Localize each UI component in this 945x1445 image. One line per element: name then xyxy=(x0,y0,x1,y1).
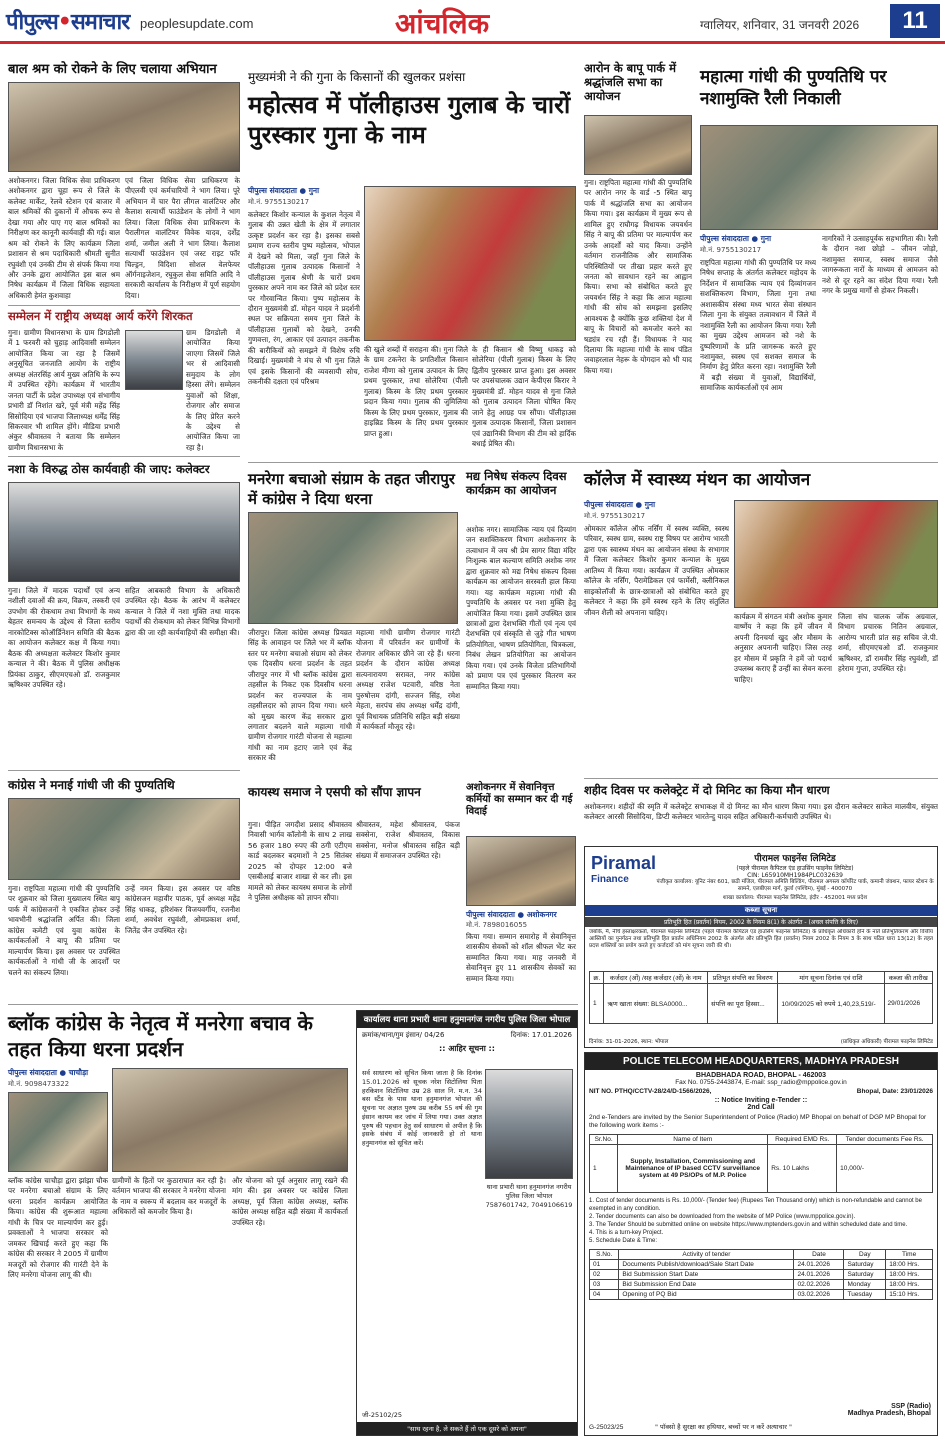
notice-date: दिनांक: 17.01.2026 xyxy=(510,1031,572,1039)
td: 10,000/- xyxy=(837,1144,933,1192)
td: Tuesday xyxy=(844,1290,886,1300)
td: Bid Submission End Date xyxy=(619,1280,794,1290)
td: Rs. 10 Lakhs xyxy=(768,1144,837,1192)
story9-headline: शहीद दिवस पर कलेक्ट्रेट में दो मिनिट का किया मौन धारण xyxy=(584,783,830,797)
story7-mobile: मो.नं. 9755130217 xyxy=(700,246,762,254)
th: Time xyxy=(886,1250,933,1260)
notice-title: कार्यालय थाना प्रभारी थाना हनुमानगंज नगरीय पुलिस जिला भोपाल xyxy=(357,1011,577,1028)
tender-notice: :: Notice Inviting e-Tender :: xyxy=(714,1097,808,1104)
story1-photo xyxy=(8,82,240,172)
story14-mobile: मो.नं. 9098473322 xyxy=(8,1080,70,1088)
piramal-address: पंजीकृत कार्यालय: यूनिट नंबर 601, छठी मंजिल, पीरामल अमिति बिल्डिंग, पीरामल अगस्त्य कॉर्पोरेट पार्क, कमानी जंक्शन, फायर स्टेशन के सामने, एलबीएस मार्ग, कुर्ला (पश्चिम), मुंबई - 400070 xyxy=(656,879,934,893)
notice-footer-left: जी-25102/25 xyxy=(362,1411,402,1419)
story1-headline: बाल श्रम को रोकने के लिए चलाया अभियान xyxy=(8,62,217,77)
story13-photo xyxy=(8,798,240,880)
story3-photo xyxy=(364,186,576,341)
td: 02.02.2026 xyxy=(794,1280,844,1290)
tender-date: Bhopal, Date: 23/01/2026 xyxy=(856,1088,933,1095)
td: 1 xyxy=(590,1144,618,1192)
story10-body2: सहित आबकारी विभाग के अधिकारी उपस्थित रहे। बैठक के आरंभ में कलेक्टर कन्याल ने जिले में नशा मुक्ति तथा मादक पदार्थों की रोकथाम को लेकर विभिन्न विभागों द्वारा की जा रही कार्यवाहियों की समीक्षा की। xyxy=(125,586,240,637)
td: 03 xyxy=(590,1280,619,1290)
story6-photo xyxy=(584,115,692,175)
tender-note: 4. This is a turn-key Project. xyxy=(589,1230,664,1237)
tender-note: 2. Tender documents can also be downloaded from the website of MP Police (www.mppolice.gov.in). xyxy=(589,1214,856,1221)
notice-contact: थाना प्रभारी थाना हनुमानगंज नगरीय पुलिस जिला भोपाल 7587601742, 7049106619 xyxy=(485,1183,573,1209)
story4-body2: महात्मा गांधी ग्रामीण रोजगार गारंटी योजना में परिवर्तन कर ग्रामीणों के रोजगार अधिकार छीने जा रहे हैं। धरना प्रदर्शन के दौरान कांग्रेस अध्यक्ष सत्यनारायण सरावत, नगर कांग्रेस अध्यक्ष राजेश पटवारी, वरिष्ठ नेता पुरुषोत्तम दांगी, सज्जन सिंह, रमेश मेहता, सरपंच संघ अध्यक्ष धर्मेंद्र दांगी, पूर्व विधायक प्रतिनिधि सहित बड़ी संख्या में कार्यकर्ता मौजूद रहे। xyxy=(356,628,460,731)
td: Bid Submission Start Date xyxy=(619,1270,794,1280)
th: Day xyxy=(844,1250,886,1260)
story4-body: जीरापुर। जिला कांग्रेस अध्यक्ष प्रियव्रत सिंह के आवाहन पर जिले भर में ब्लॉक स्तर पर मनरेगा बचाओ संग्राम को लेकर एक दिवसीय धरना प्रदर्शन के तहत जीरापुर नगर में भी ब्लॉक कांग्रेस द्वारा तहसील के निकट एक दिवसीय धरना प्रदर्शन कर राज्यपाल के नाम तहसीलदार को ज्ञापन दिया गया। धरने को मुख्य कारण केंद्र सरकार द्वारा लगातार बदलने वाले महात्मा गांधी ग्रामीण रोजगार गारंटी योजना से महात्मा गांधी का नाम हटाए जाने एवं केंद्र सरकार की xyxy=(248,628,352,763)
divider xyxy=(8,770,240,771)
story3-body: कलेक्टर किशोर कन्याल के कुशल नेतृत्व में गुलाब की उन्नत खेती के क्षेत्र में लगातार उत्कृष्ट प्रदर्शन कर रहा है। इसका सबसे प्रमाण राज्य स्तरीय पुष्प महोत्सव, भोपाल में देखने को मिला, जहाँ गुना जिले के पॉलीहाउस गुलाब उत्पादक किसानों ने पॉलीहाउस गुलाब श्रेणी के चारों प्रथम पुरस्कार अपने नाम कर जिले को प्रदेश स्तर पर गौरवान्वित किया। पुष्प महोत्सव के दौरान मुख्यमंत्री डॉ. मोहन यादव ने प्रदर्शनी स्थल पर सक्रियता समय गुना जिले के पॉलीहाउस गुलाबों को देखने, उनकी गुणवत्ता, रंग, आकार एवं उत्पादन तकनीक की बारीकियों को समझने में विशेष रुचि दिखाई। मुख्यमंत्री ने मंच से भी गुना जिले एवं इसके किसानों की व्यवसायी सोच, तकनीकी दक्षता एवं परिश्रम xyxy=(248,210,360,386)
story7-body2: नागरिकों ने उत्साहपूर्वक सहभागिता की। रैली के दौरान नशा छोड़ो – जीवन जोड़ो, नशामुक्त समाज, स्वस्थ समाज जैसे जागरूकता नारों के माध्यम से आमजन को नशे से दूर रहने का संदेश दिया गया। रैली नगर के प्रमुख मार्गों से होकर निकली। xyxy=(822,234,938,296)
piramal-logo-sub: Finance xyxy=(591,874,629,885)
story2-headline: सम्मेलन में राष्ट्रीय अध्यक्ष आर्य करेंगे शिरकत xyxy=(8,309,193,323)
page-number: 11 xyxy=(890,4,940,38)
story8-body2: कार्यक्रम में संगठन मंत्री अशोक कुमार वार्ष्णेय ने कहा कि हमें जीवन में अपनी दिनचर्या खुद और मौसम के अनुसार अपनानी चाहिए। जिस तरह हर मौसम में प्रकृति ने हमें जो पदार्थ उपलब्ध कराए हैं उन्हीं का सेवन करना चाहिए। xyxy=(734,612,832,684)
divider xyxy=(8,1004,578,1005)
notice-ref: क्रमांक/थाना/गुम इंसान/ 04/26 xyxy=(362,1031,445,1039)
tender-note: 5. Schedule Date & Time: xyxy=(589,1238,658,1245)
story1-body: अशोकनगर। जिला विधिक सेवा प्राधिकरण अशोकनगर द्वारा चूहा रूप से जिले के कलेक्ट मार्केट, रेलवे स्टेशन एवं बाजार में बाल श्रमिकों की दुकानों में औचक रूप से देखा गया और पाए गए बाल श्रमिकों का निरीक्षण कर कानूनी कार्यवाही की गई। बाल श्रम को रोकने के लिए कार्यक्रम जिला प्रशासन से श्रम पदाधिकारी श्रीमती सुनीत रघुवंशी एवं उनकी टीम से संपर्क किया गया और उनके द्वारा आयोजित इस बाल श्रम निषेध कार्यक्रम में जिला विधिक सहायता अधिकारी हेमंत कुशवाहा xyxy=(8,176,120,300)
piramal-cin: CIN: L65910MH1984PLC032639 xyxy=(747,872,843,879)
schedule-row xyxy=(590,1290,933,1300)
tender-title: POLICE TELECOM HEADQUARTERS, MADHYA PRADESH xyxy=(585,1053,937,1070)
story11-body: गुना। पीड़ित जगदीश प्रसाद श्रीवास्तव निवासी भार्गव कॉलोनी के साथ 2 लाख 56 हजार 180 रुपए की ठगी एटीएम कार्ड बदलकर बदमाशों ने 25 सितंबर 2025 को दोपहर 12:00 बजे एसबीआई बाजार शाखा से कर ली। इस मामले को लेकर कायस्थ समाज के लोगों ने पुलिस अधीक्षक को ज्ञापन सौंपा। xyxy=(248,820,352,903)
missing-person-photo xyxy=(485,1069,573,1179)
tender-address: BHADBHADA ROAD, BHOPAL - 462003 xyxy=(695,1072,827,1079)
td: 01 xyxy=(590,1260,619,1270)
story12-headline: अशोकनगर में सेवानिवृत्त कर्मियों का सम्मान कर दी गई विदाई xyxy=(466,782,573,817)
th: Tender documents Fee Rs. xyxy=(837,1134,933,1144)
story14-body2: ग्रामीणों के हितों पर कुठाराघात कर रही है। वर्तमान भाजपा की सरकार ने मनरेगा योजना के नाम व स्वरूप में बदलाव कर मजदूरों के अधिकारों को कमजोर किया है। xyxy=(112,1176,226,1217)
piramal-title: पीरामल फाइनेंस लिमिटेड xyxy=(754,854,836,864)
th: Required EMD Rs. xyxy=(768,1134,837,1144)
td: संपत्ति का पूरा हिस्सा... xyxy=(708,984,778,1024)
td: 10/09/2025 को रुपये 1,40,23,519/- xyxy=(778,984,884,1024)
td: 02 xyxy=(590,1270,619,1280)
td: Monday xyxy=(844,1280,886,1290)
tender-fax: Fax No. 0755-2443874, E-mail: ssp_radio@mppolice.gov.in xyxy=(675,1079,847,1086)
td: 1 xyxy=(590,984,604,1024)
story7-body: राष्ट्रपिता महात्मा गांधी की पुण्यतिथि पर मध्य निषेध सप्ताह के अंतर्गत कलेक्टर महोदय के निर्देशन में सामाजिक न्याय एवं दिव्यांगजन सशक्तिकरण विभाग, जिला गुना तथा अशासकीय संस्था मध्य भारत सेवा संस्थान जिला गुना के संयुक्त तत्वावधान में जिले में नशामुक्ति रैली का आयोजन किया गया। रैली का मुख्य उद्देश्य आमजन को नशे के दुष्परिणामों के प्रति जागरूक करते हुए नशामुक्त, स्वस्थ एवं सशक्त समाज के निर्माण हेतु प्रेरित करना रहा। नशामुक्ति रैली में बड़ी संख्या में युवाओं, विद्यार्थियों, सामाजिक कार्यकर्ताओं एवं आम xyxy=(700,258,816,393)
td: 04 xyxy=(590,1290,619,1300)
story5-body: अशोक नगर। सामाजिक न्याय एवं दिव्यांग जन सशक्तिकरण विभाग अशोकनगर के तत्वाधान में जय श्री प्रेम सागर विद्या मंदिर निःशुल्क बाल कल्याण समिति अशोक नगर द्वारा शुक्रवार को मद्य निषेध संकल्प दिवस कार्यक्रम का आयोजन सरस्वती हाल किया गया। यह कार्यक्रम महात्मा गांधी की पुण्यतिथि के अवसर पर नशा मुक्ति हेतु आयोजित किया गया। इसमें उपस्थित छात्र छात्राओं द्वारा देशभक्ति गीतों एवं नृत्य एवं देशभक्ति एवं संस्कृति से जुड़े गीत भाषण प्रतियोगिता, भाषण प्रतियोगिता, चित्रकला, निबंध लेखन प्रतियोगिता का आयोजन किया गया। एवं उनके विजेता प्रतिभागियों को प्रमाण पत्र एवं पुरस्कार वितरण कर सम्मानित किया गया। xyxy=(466,525,576,691)
story3-headline: महोत्सव में पॉलीहाउस गुलाब के चारों पुरस्कार गुना के नाम xyxy=(248,91,571,149)
tender-notes xyxy=(585,1193,937,1250)
td: 18:00 Hrs. xyxy=(886,1260,933,1270)
story12-photo xyxy=(466,836,576,906)
logo-right: समाचार xyxy=(70,9,130,35)
newspaper-logo[interactable]: पीपुल्स•समाचार xyxy=(6,9,130,35)
schedule-row xyxy=(590,1260,933,1270)
tender-nit: NIT NO. PTHQ/CCTV-28/24/D-1566/2026, xyxy=(589,1088,712,1095)
story2-body: गुना। ग्रामीण विधानसभा के ग्राम डिगडोली में 1 फरवरी को चुहाड़ आदिवासी सम्मेलन आयोजित किया जा रहा है जिसमें अनुसूचित जनजाति आयोग के राष्ट्रीय अध्यक्ष अंतरसिंह आर्य मुख्य अतिथि के रूप में उपस्थित रहेंगे। कार्यक्रम में भारतीय जनता पार्टी के प्रदेश उपाध्यक्ष एवं संभागीय प्रभारी डॉ निशांत खरे, पूर्व मंत्री महेंद्र सिंह सिसोदिया एवं भाजपा जिलाध्यक्ष धर्मेंद्र सिंह सिकरवार भी शामिल होंगे। मीडिया प्रभारी अंकुर श्रीवास्तव ने बताया कि सम्मेलन ग्रामीण विधानसभा के xyxy=(8,328,120,452)
story3-body2: की खुले शब्दों में सराहना की। गुना जिले के ग्राम टकनेरा के प्रगतिशील किसान राजेश मीणा को गुलाब उत्पादन के लिए प्रथम पुरस्कार, तथा सोलेरिया (पीली गुलाब) किस्म के लिए प्रथम पुरस्कार प्रदान किया गया। गुलाब की जुमिलिया किस्म के लिए प्रथम पुरस्कार, गुलाब की हाइब्रिड किस्म के लिए प्रथम पुरस्कार प्राप्त हुआ। xyxy=(364,345,468,438)
piramal-subtitle: (पहले पीरामल कैपिटल एंड हाउसिंग फाइनेंस लिमिटेड) xyxy=(736,865,854,872)
story8-headline: कॉलेज में स्वास्थ्य मंथन का आयोजन xyxy=(584,470,811,490)
td: 24.01.2026 xyxy=(794,1270,844,1280)
tender-sign: SSP (Radio) xyxy=(891,1403,931,1410)
story9-body: अशोकनगर। शहीदों की स्मृति में कलेक्ट्रेट सभाकक्ष में दो मिनट का मौन धारण किया गया। इस दौरान कलेक्टर साकेत मालवीय, संयुक्त कलेक्टर आरसी सिसोदिया, डिप्टी कलेक्टर भारतेन्दु यादव सहित अधिकारी-कर्मचारी उपस्थित थे। xyxy=(584,802,938,822)
story1-body2: एवं जिला विधिक सेवा प्राधिकरण के पीएलवी एवं कर्मचारियों ने भाग लिया। पूरे अभियान में चार पैरा लीगल वालंटियर और कैलाश सत्यार्थी फाउंडेशन के लोगों ने भाग लिया। जिला विधिक सेवा प्राधिकरण के पैरालीगल वालंटियर विवेक यादव, दर्शेंद्र शर्मा, जमील अली ने भाग लिया। कैलाश सत्यार्थी फाउंडेशन एवं जस्ट राइट फॉर चिल्ड्रन, विदिशा सोशल वेलफेयर ऑर्गनाइजेशन, रघुकुल सेवा समिति आदि ने सरकारी कार्यालय के निरीक्षण में पूर्ण सहयोग दिया। xyxy=(125,176,240,300)
story4-photo xyxy=(248,512,458,624)
piramal-rule: प्रतिभूति हित (प्रवर्तन) नियम, 2002 के नियम 8(1) के अंतर्गत - (अचल संपत्ति के लिए) xyxy=(585,917,937,927)
story12-byline: पीपुल्स संवाददाता ● अशोकनगर xyxy=(466,910,557,919)
story13-body: गुना। राष्ट्रपिता महात्मा गांधी की पुण्यतिथि पर शुक्रवार को जिला मुख्यालय स्थित बापू पार्क में कांग्रेसजनों ने एकत्रित होकर उन्हें भावभीनी श्रद्धांजलि अर्पित की। जिला कांग्रेस कमेटी एवं युवा कांग्रेस के कार्यकर्ताओं ने बापू की प्रतिमा पर माल्यार्पण किया। इस अवसर पर उपस्थित कार्यकर्ताओं ने गांधी जी के आदर्शों पर चलने का संकल्प लिया। xyxy=(8,884,120,977)
divider xyxy=(584,778,938,779)
tender-ad xyxy=(584,1052,938,1436)
th: Activity of tender xyxy=(619,1250,794,1260)
td: 15:10 Hrs. xyxy=(886,1290,933,1300)
tender-items-table xyxy=(589,1134,933,1193)
story8-body3: जिला संघ चालक जोंक अग्रवाल, विभाग प्रचारक नितिन अग्रवाल, आरोग्य भारती प्रांत सह सचिव जे.पी. शर्मा, सीएमएचओ डॉ. राजकुमार ऋषिश्वर, डॉ रामवीर सिंह रघुवंशी, डॉ हरेराम गुप्ता, उपस्थित रहे। xyxy=(838,612,938,674)
th: Name of Item xyxy=(618,1134,768,1144)
story6-headline: आरोन के बापू पार्क में श्रद्धांजलि सभा का आयोजन xyxy=(584,61,676,103)
story3-mobile: मो.नं. 9755130217 xyxy=(248,198,310,206)
tender-intro: 2nd e-Tenders are invited by the Senior Superintendent of Police (Radio) MP Bhopal on behalf of DGP MP Bhopal for the following work items :- xyxy=(589,1114,927,1130)
piramal-ad xyxy=(584,846,938,1048)
piramal-body: जबकि, मैं, नीचे हस्ताक्षरकर्ता, पीरामल फाइनेंस लिमिटेड (पहले पीरामल कैपिटल एंड हाउसिंग फाइनेंस लिमिटेड) के प्राधिकृत अधिकारी होने के नाते प्रतिभूतिकरण और वित्तीय आस्तियों का पुनर्गठन तथा प्रतिभूति हित प्रवर्तन अधिनियम 2002 के अंतर्गत और प्रतिभूति हित (प्रवर्तन) नियम 2002 के नियम 3 के साथ पठित धारा 13(12) के तहत प्रदत्त शक्तियों का प्रयोग करते हुए कर्जदारों को मांग सूचना जारी की थी। xyxy=(589,929,933,950)
divider xyxy=(8,456,240,457)
story14-byline: पीपुल्स संवाददाता ● चाचौड़ा xyxy=(8,1068,89,1077)
police-notice xyxy=(356,1010,578,1436)
story10-headline: नशा के विरुद्ध ठोस कार्यवाही की जाए: कलेक्टर xyxy=(8,462,210,476)
th: कब्जा की तारीख xyxy=(884,972,932,984)
piramal-table xyxy=(589,971,933,1024)
section-title: आंचलिक xyxy=(395,7,490,40)
notice-body: सर्व साधारण को सूचित किया जाता है कि दिनांक 15.01.2026 को सूचक नरेश सिटोलिया पिता हरकिशन सिटोलिया उम्र 28 साल नि. म.न. 34 बस स्टैंड के पास थाना हनुमानगंज भोपाल की सूचना पर अज्ञात पुरुष उम्र करीब 55 वर्ष की गुम इंसान कायम कर जांच में लिया गया। उक्त अज्ञात पुरुष की पहचान हेतु सर्व साधारण से अपील है कि इसके संबंध में कोई जानकारी हो तो थाना हनुमानगंज को सूचित करें। xyxy=(362,1069,482,1148)
td: 24.01.2026 xyxy=(794,1260,844,1270)
td: Documents Publish/download/Sale Start Date xyxy=(619,1260,794,1270)
piramal-branch: शाखा कार्यालय: पीरामल फाइनेंस लिमिटेड, इंदौर - 452001 मध्य प्रदेश xyxy=(722,895,868,902)
td: 29/01/2026 xyxy=(884,984,932,1024)
story8-byline: पीपुल्स संवाददाता ● गुना xyxy=(584,500,656,509)
th: क्र. xyxy=(590,972,604,984)
tender-note: 1. Cost of tender documents is Rs. 10,000/- (Tender fee) (Rupees Ten Thousand only) which is non-refundable and cannot be exempted in any condition. xyxy=(589,1197,922,1212)
th: मांग सूचना दिनांक एवं राशि xyxy=(778,972,884,984)
tender-slogan: " पॉक्सो है सुरक्षा का हथियार, बच्चों पर न करें अत्याचार " xyxy=(655,1423,793,1431)
tender-note: 3. The Tender Should be submitted online on website https://www.mptenders.gov.in and within scheduled date and time. xyxy=(589,1222,908,1229)
td: Saturday xyxy=(844,1260,886,1270)
site-url[interactable]: peoplesupdate.com xyxy=(140,16,254,31)
story10-photo xyxy=(8,482,240,582)
story8-mobile: मो.नं. 9755130217 xyxy=(584,512,646,520)
td: ऋण खाता संख्या: BLSA0000... xyxy=(604,984,708,1024)
notice-subtitle: :: आहिर सूचना :: xyxy=(439,1044,495,1053)
story14-body3: और योजना को पूर्व अनुसार लागू रखने की मांग की। इस अवसर पर कांग्रेस जिला अध्यक्ष, पूर्व जिला कांग्रेस अध्यक्ष, ब्लॉक कांग्रेस अध्यक्ष सहित बड़ी संख्या में कार्यकर्ता उपस्थित रहे। xyxy=(232,1176,348,1227)
story8-body: ओमकार कॉलेज ऑफ नर्सिंग में स्वस्थ व्यक्ति, स्वस्थ परिवार, स्वस्थ ग्राम, स्वस्थ राष्ट्र विषय पर आरोग्य भारती द्वारा एक स्वास्थ्य मंथन का आयोजन संस्था के सभागार में जिला कलेक्टर किशोर कुमार कन्याल के मुख्य आतिथ्य में किया गया। कार्यक्रम में उपस्थित ओमकार कॉलेज के नर्सिंग, पैरामेडिकल एवं फार्मेसी, क्लीनिकल साइकोलॉजी के छात्र-छात्राओं को संबोधित करते हुए कलेक्टर ने कहा कि हमें स्वस्थ रहने के लिए संतुलित जीवन शैली को अपनाना चाहिए। xyxy=(584,524,729,617)
story14-body: ब्लॉक कांग्रेस चाचौड़ा द्वारा झांझा चौक पर मनरेगा बचाओ संग्राम के लिए धरना प्रदर्शन कार्यक्रम आयोजित किया। कांग्रेस की शुरूआत महात्मा गांधी के चित्र पर माल्यार्पण कर हुई। प्रवक्ताओं ने भाजपा सरकार को जमकर खिचाई करते हुए कहा कि कांग्रेस की सरकार ने 2005 में ग्रामीण मजदूरों को रोजगार की गारंटी देने के लिए मनरेगा योजना लागू की थी। xyxy=(8,1176,108,1279)
td: Saturday xyxy=(844,1270,886,1280)
story3-byline: पीपुल्स संवाददाता ● गुना xyxy=(248,186,320,195)
story2-portrait xyxy=(125,330,183,390)
piramal-footer-right: (प्राधिकृत अधिकारी) पीरामल फाइनेंस लिमिटेड xyxy=(840,1039,933,1045)
td: 18:00 Hrs. xyxy=(886,1280,933,1290)
schedule-row xyxy=(590,1270,933,1280)
td: 18:00 Hrs. xyxy=(886,1270,933,1280)
tender-ref: G-25023/25 xyxy=(589,1424,624,1431)
piramal-logo: Piramal xyxy=(591,853,657,873)
divider xyxy=(248,462,938,463)
story4-headline: मनरेगा बचाओ संग्राम के तहत जीरापुर में कांग्रेस ने दिया धरना xyxy=(248,470,455,508)
story3-body3: के ही किसान श्री विष्णु धाकड़ को सोलेरिया (पीली गुलाब) किस्म के लिए द्वितीय पुरस्कार प्राप्त हुआ। इस अवसर पर उपसंचालक उद्यान केपीएस किरार ने मुख्यमंत्री डॉ. मोहन यादव से गुना जिले को गुलाब उत्पादन जिला घोषित किए जाने हेतु आग्रह पत्र सौंपा। पॉलीहाउस गुलाब उत्पादक किसानों, जिला प्रशासन एवं उद्यानिकी विभाग की टीम को हार्दिक बधाई प्रेषित की। xyxy=(472,345,576,448)
tender-sign2: Madhya Pradesh, Bhopal xyxy=(847,1410,931,1417)
story13-body3: श्रीवास्तव, महेश श्रीवास्तव, पंकज सक्सेना, राजेश श्रीवास्तव, विकास सक्सेना, मनोज श्रीवास्तव सहित बड़ी संख्या में समाजजन उपस्थित रहे। xyxy=(356,820,460,861)
story7-photo xyxy=(700,125,938,230)
story5-headline: मद्य निषेध संकल्प दिवस कार्यक्रम का आयोजन xyxy=(466,469,567,497)
th: कर्जदार (ओं) /सह कर्जदार (ओं) के नाम xyxy=(604,972,708,984)
th: प्रतिभूत संपत्ति का विवरण xyxy=(708,972,778,984)
story11-headline: कायस्थ समाज ने एसपी को सौंपा ज्ञापन xyxy=(248,785,421,799)
tender-schedule-table xyxy=(589,1249,933,1300)
story6-body: गुना। राष्ट्रपिता महात्मा गांधी की पुण्यतिथि पर आरोन नगर के वार्ड -5 स्थित बापू पार्क में श्रद्धांजलि सभा का आयोजन किया गया। इस कार्यक्रम में मुख्य रूप से शामिल हुए राघौगढ़ विधायक जयवर्धन सिंह ने बापू की प्रतिमा पर माल्यार्पण कर उनके आदर्शों को याद किया। उन्होंने वर्तमान राजनीतिक और सामाजिक परिस्थितियों पर तीखा प्रहार करते हुए जनता को सावधान रहने का आह्वान किया। सभा को संबोधित करते हुए जयवर्धन सिंह ने कहा कि आज महात्मा गांधी की सोच को समझना इसलिए आवश्यक है क्योंकि कुछ शक्तियां देश में बापू के विचारों को कमजोर करने का षड्यंत्र रच रही हैं। विधायक ने याद दिलाया कि महात्मा गांधी के साथ पंडित जवाहरलाल नेहरू के योगदान को भी याद किया गया। xyxy=(584,178,692,375)
th: S.No. xyxy=(590,1250,619,1260)
story14-photo2 xyxy=(112,1068,348,1172)
story3-kicker: मुख्यमंत्री ने की गुना के किसानों की खुलकर प्रशंसा xyxy=(248,70,466,84)
story7-byline: पीपुल्स संवाददाता ● गुना xyxy=(700,234,772,243)
story14-photo xyxy=(8,1092,108,1172)
story13-body2: उन्हें नमन किया। इस अवसर पर वरिष्ठ कांग्रेसजन महावीर पाठक, पूर्व अध्यक्ष महेंद्र सिंह धाकड़, हरिशंकर विजयवर्गीय, रजनीश शर्मा, अवधेश रघुवंशी, ओमप्रकाश शर्मा, जितेंद्र जैन उपस्थित रहे। xyxy=(125,884,240,935)
notice-footer-right: "साथ रहना है, ले सकते हैं तो एक दूसरे को अपना" xyxy=(357,1422,577,1435)
story8-photo xyxy=(734,500,938,608)
th: Sr.No. xyxy=(590,1134,618,1144)
schedule-row xyxy=(590,1280,933,1290)
piramal-notice-title: कब्जा सूचना xyxy=(585,905,937,916)
td: Opening of PQ Bid xyxy=(619,1290,794,1300)
td: Supply, Installation, Commissioning and Maintenance of IP based CCTV surveillance system at 49 PS/OPs of M.P. Police xyxy=(618,1144,768,1192)
story7-headline: महात्मा गांधी की पुण्यतिथि पर नशामुक्ति रैली निकाली xyxy=(700,67,887,110)
issue-date: ग्वालियर, शनिवार, 31 जनवरी 2026 xyxy=(700,18,860,32)
td: 03.02.2026 xyxy=(794,1290,844,1300)
piramal-footer-left: दिनांक: 31-01-2026, स्थान: भोपाल xyxy=(589,1039,669,1045)
divider xyxy=(8,305,240,306)
tender-call: 2nd Call xyxy=(747,1104,775,1111)
th: Date xyxy=(794,1250,844,1260)
story13-headline: कांग्रेस ने मनाई गांधी जी की पुण्यतिथि xyxy=(8,778,175,792)
story12-mobile: मो.नं. 7898016055 xyxy=(466,921,528,929)
story10-body: गुना। जिले में मादक पदार्थों एवं अन्य नशीली दवाओं की क्रय, विक्रय, तस्करी एवं उपभोग की रोकथाम तथा विभागों के मध्य बेहतर समन्वय के उद्देश्य से जिला स्तरीय नारकोटिक्स कोऑर्डिनेशन समिति की बैठक का आयोजन कलेक्टर कक्ष में किया गया। बैठक की अध्यक्षता कलेक्टर किशोर कुमार कन्याल ने की। बैठक में पुलिस अधीक्षक प्रियंका ठाकुर, सीएमएचओ डॉ. राजकुमार ऋषिश्वर उपस्थित रहे। xyxy=(8,586,120,689)
story12-body2: किया गया। सम्मान समारोह में सेवानिवृत्त शासकीय सेवकों को शॉल श्रीफल भेंट कर सम्मानित किया गया। माह जनवरी में सेवानिवृत्त हुए 11 शासकीय सेवकों का सम्मान किया गया। xyxy=(466,932,576,983)
story14-headline: ब्लॉक कांग्रेस के नेतृत्व में मनरेगा बचाव के तहत किया धरना प्रदर्शन xyxy=(8,1011,313,1061)
story2-body2: ग्राम डिगडोली में आयोजित किया जाएगा जिसमें जिले भर से आदिवासी समुदाय के लोग हिस्सा लेंगे। सम्मेलन युवाओं को शिक्षा, रोजगार और समाज के लिए प्रेरित करने के उद्देश्य से आयोजित किया जा रहा है। xyxy=(186,328,240,452)
